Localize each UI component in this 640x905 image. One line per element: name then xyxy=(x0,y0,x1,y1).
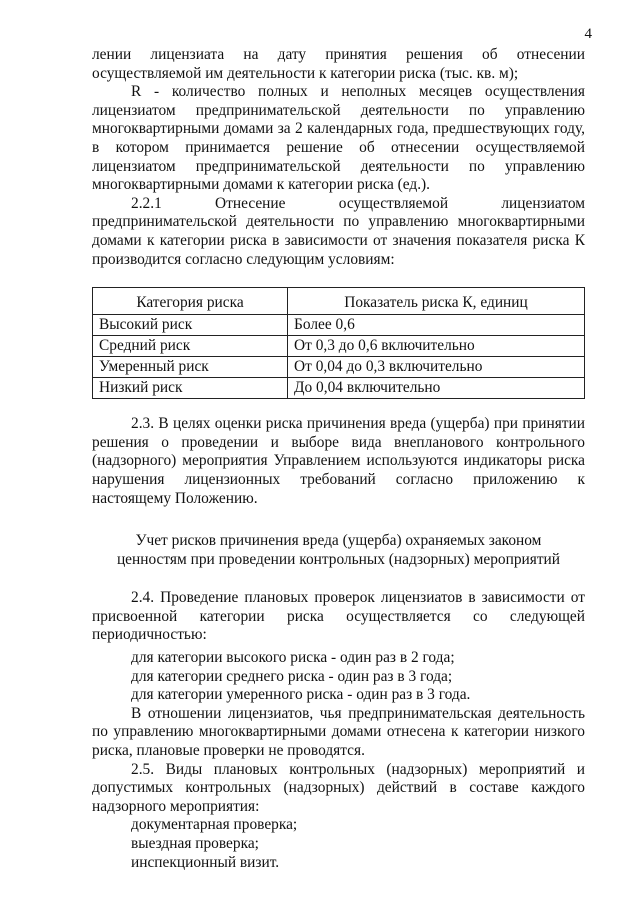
table-cell: Более 0,6 xyxy=(288,315,585,336)
paragraph-2-2-1: 2.2.1 Отнесение осуществляемой лицензиатом предпринимательской деятельности по управлению многоквартирными домами к категории риска в зависимости от значения показателя риска К производится согласно следующим условиям: xyxy=(92,194,585,268)
list-item: инспекционный визит. xyxy=(131,853,280,871)
table-row xyxy=(93,357,585,378)
paragraph-low-risk: В отношении лицензиатов, чья предпринимательская деятельность по управлению многоквартирными домами отнесена к категории низкого риска, плановые проверки не проводятся. xyxy=(92,704,585,760)
risk-category-table xyxy=(92,287,585,399)
list-item: для категории среднего риска - один раз в 3 года; xyxy=(131,667,453,685)
table-row xyxy=(93,378,585,399)
table-cell: Низкий риск xyxy=(93,378,288,399)
table-header-row xyxy=(93,288,585,315)
page-number: 4 xyxy=(584,26,592,42)
paragraph-area-continuation: лении лицензиата на дату принятия решения об отнесении осуществляемой им деятельности к категории риска (тыс. кв. м); xyxy=(92,46,585,82)
table-row xyxy=(93,315,585,336)
table-cell: Высокий риск xyxy=(93,315,288,336)
table-header-indicator: Показатель риска К, единиц xyxy=(288,288,585,315)
list-item: для категории высокого риска - один раз в 2 года; xyxy=(131,649,455,667)
list-item: документарная проверка; xyxy=(131,816,298,834)
paragraph-2-4: 2.4. Проведение плановых проверок лицензиатов в зависимости от присвоенной категории риска осуществляется со следующей периодичностью: xyxy=(92,589,585,644)
table-row xyxy=(93,336,585,357)
table-cell: От 0,04 до 0,3 включительно xyxy=(288,357,585,378)
document-body xyxy=(92,46,585,872)
table-cell: Средний риск xyxy=(93,336,288,357)
paragraph-2-3: 2.3. В целях оценки риска причинения вреда (ущерба) при принятии решения о проведении и выборе вида внепланового контрольного (надзорного) мероприятия Управлением используются индикаторы риска нарушения лицензионных требований согласно приложению к настоящему Положению. xyxy=(92,415,585,507)
section-title: Учет рисков причинения вреда (ущерба) охраняемых законом ценностям при проведении контрольных (надзорных) мероприятий xyxy=(116,532,561,568)
table-cell: От 0,3 до 0,6 включительно xyxy=(288,336,585,357)
paragraph-r-definition: R - количество полных и неполных месяцев осуществления лицензиатом предпринимательской деятельности по управлению многоквартирными домами за 2 календарных года, предшествующих году, в котором принимается решение об отнесении осуществляемой лицензиатом предпринимательской деятельности по управлению многоквартирными домами к категории риска (ед.). xyxy=(92,83,585,194)
table-cell: Умеренный риск xyxy=(93,357,288,378)
table-cell: До 0,04 включительно xyxy=(288,378,585,399)
list-item: выездная проверка; xyxy=(131,835,259,852)
table-header-category: Категория риска xyxy=(93,288,288,315)
paragraph-2-5: 2.5. Виды плановых контрольных (надзорных) мероприятий и допустимых контрольных (надзорных) действий в составе каждого надзорного мероприятия: xyxy=(92,760,585,815)
list-item: для категории умеренного риска - один раз в 3 года. xyxy=(131,686,471,704)
